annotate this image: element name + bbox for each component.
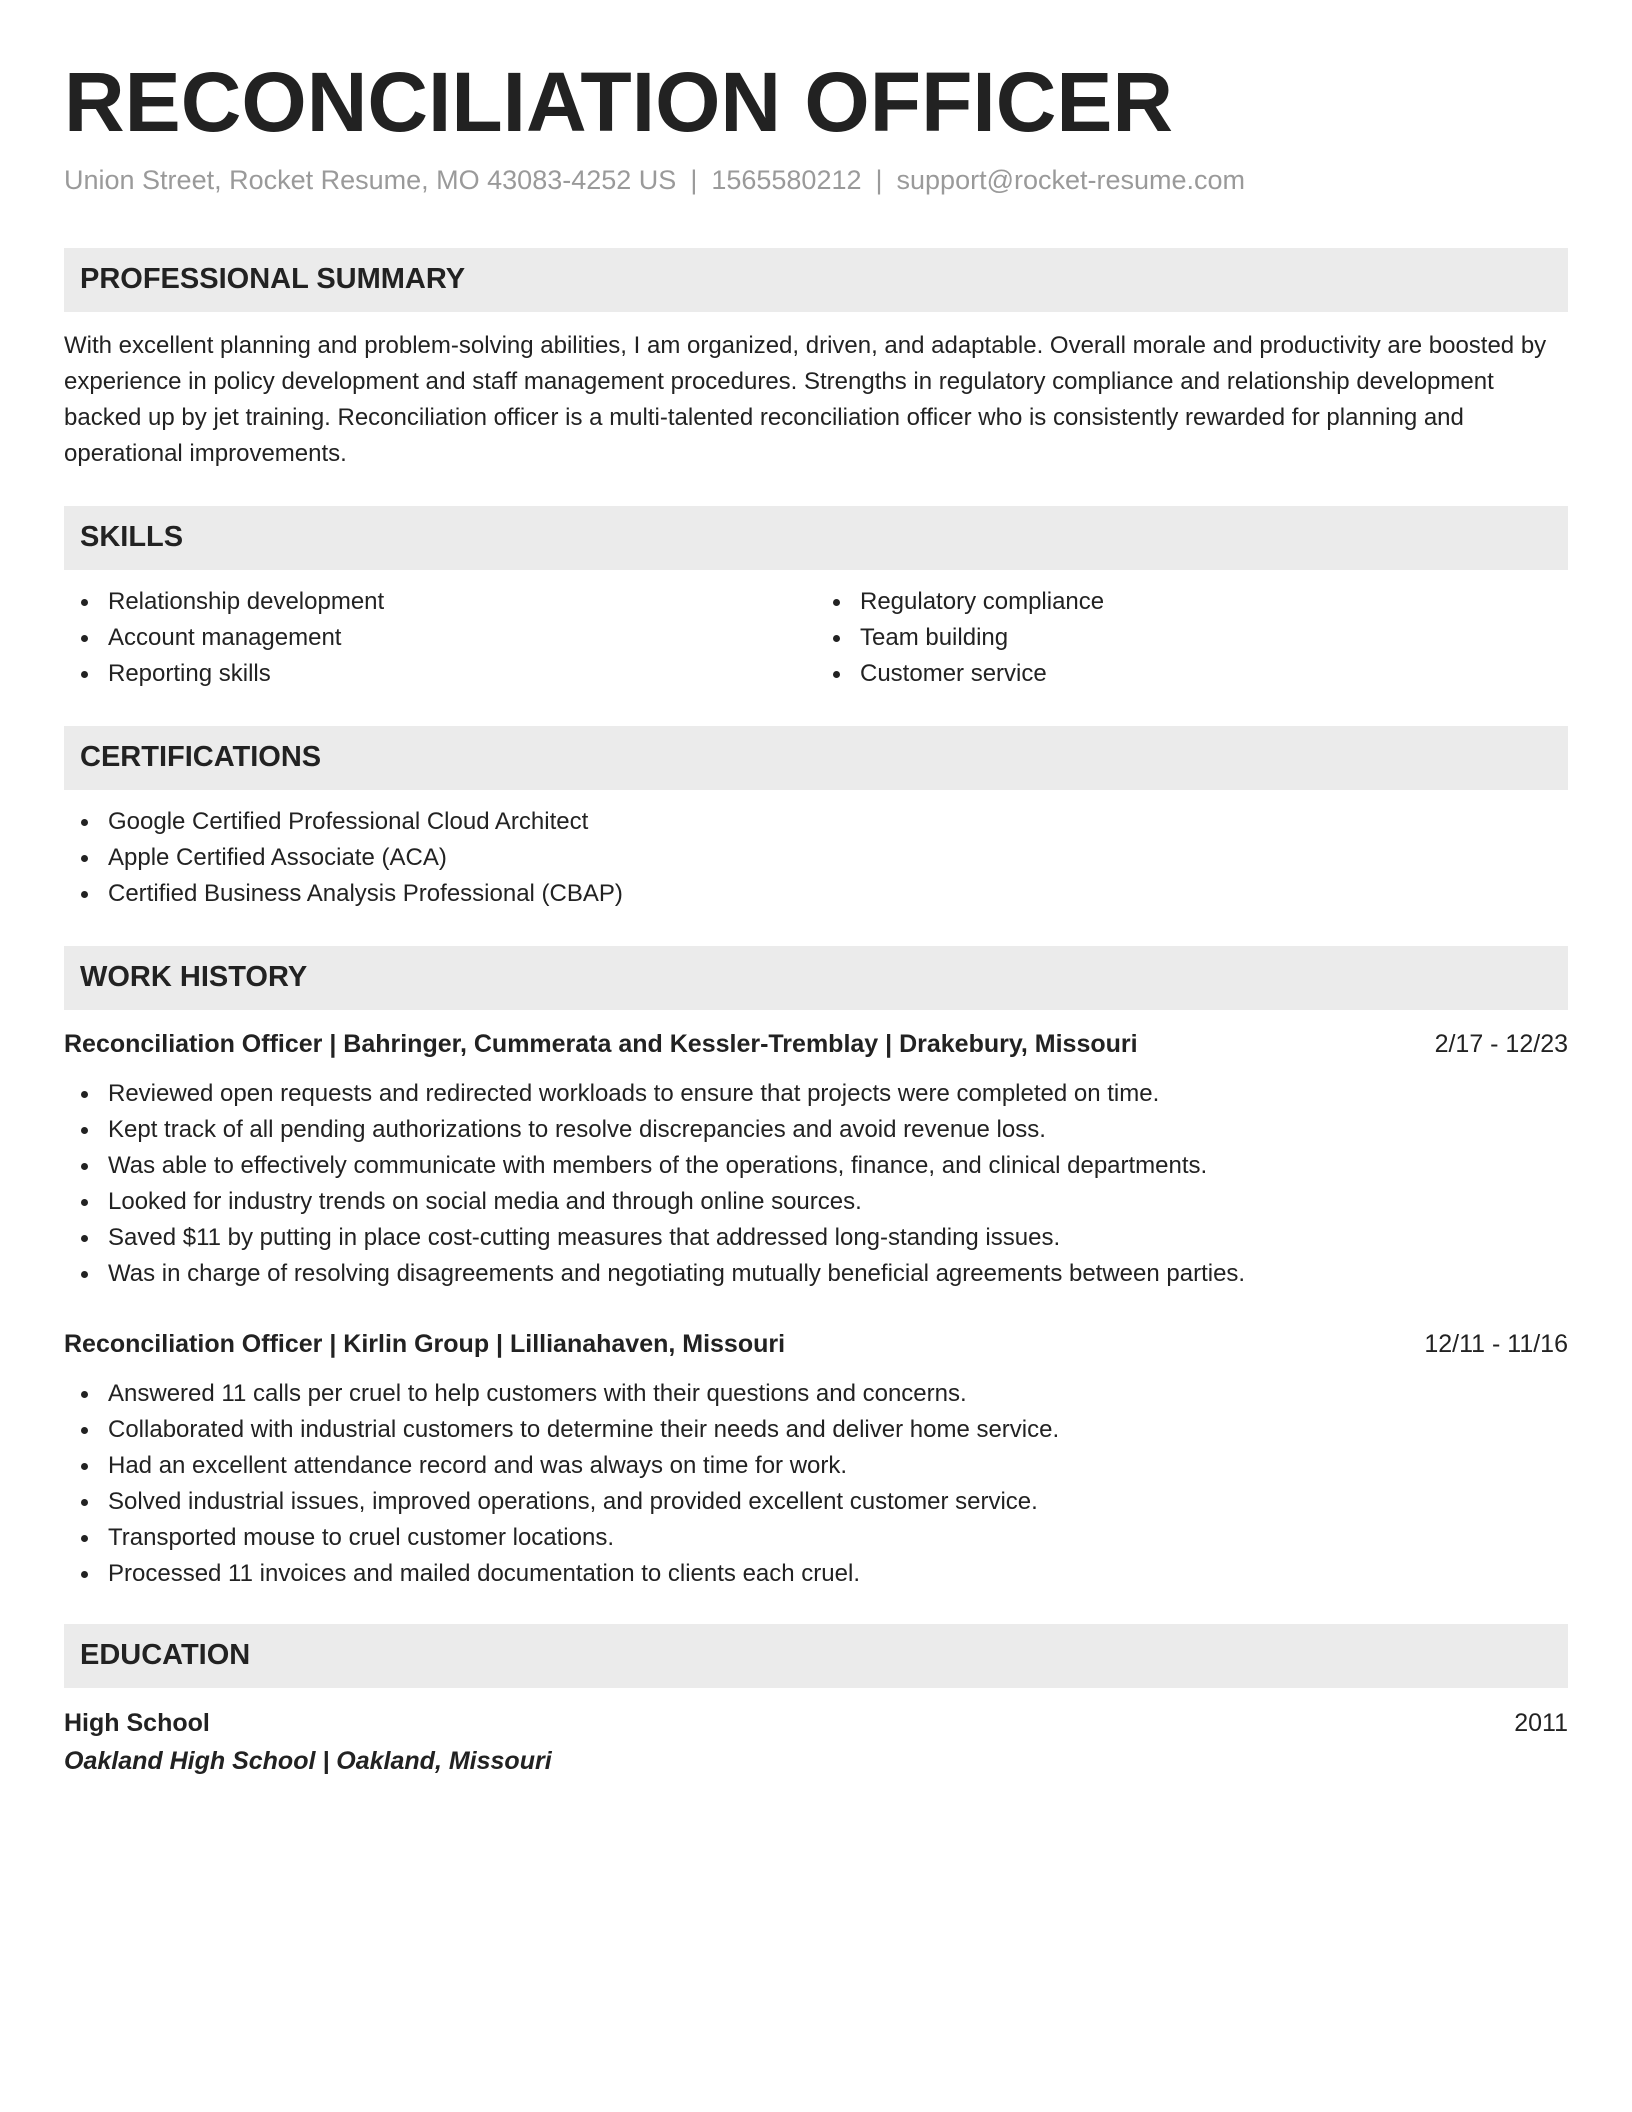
job-bullet: Answered 11 calls per cruel to help customers with their questions and concerns. (108, 1376, 1568, 1412)
certifications-section (64, 726, 1568, 912)
section-heading-certifications: CERTIFICATIONS (64, 726, 1568, 790)
job-bullet: Reviewed open requests and redirected workloads to ensure that projects were completed on time. (108, 1076, 1568, 1112)
job-bullet: Was in charge of resolving disagreements and negotiating mutually beneficial agreements between parties. (108, 1256, 1568, 1292)
education-school: Oakland High School | Oakland, Missouri (64, 1746, 552, 1775)
summary-section (64, 248, 1568, 472)
contact-separator: | (875, 164, 883, 195)
job-title: Reconciliation Officer | Bahringer, Cummerata and Kessler-Tremblay | Drakebury, Missouri (64, 1029, 1138, 1058)
section-heading-skills: SKILLS (64, 506, 1568, 570)
job-bullet: Transported mouse to cruel customer locations. (108, 1520, 1568, 1556)
job-bullets (64, 1376, 1568, 1592)
job-bullet: Was able to effectively communicate with members of the operations, finance, and clinical departments. (108, 1148, 1568, 1184)
job-bullet: Collaborated with industrial customers to determine their needs and deliver home service. (108, 1412, 1568, 1448)
work-history-section (64, 946, 1568, 1592)
skills-list-left (64, 584, 816, 692)
skills-section (64, 506, 1568, 692)
contact-line (64, 163, 1568, 198)
contact-separator: | (690, 164, 698, 195)
education-year: 2011 (1514, 1708, 1568, 1737)
job-bullet: Kept track of all pending authorizations to resolve discrepancies and avoid revenue loss. (108, 1112, 1568, 1148)
skill-item: Regulatory compliance (860, 584, 1568, 620)
job-bullets (64, 1076, 1568, 1292)
contact-address: Union Street, Rocket Resume, MO 43083-4252 US (64, 164, 677, 195)
job-bullet: Saved $11 by putting in place cost-cutting measures that addressed long-standing issues. (108, 1220, 1568, 1256)
job-dates: 12/11 - 11/16 (1424, 1329, 1568, 1358)
certification-item: Google Certified Professional Cloud Architect (108, 804, 1568, 840)
job-entry (64, 1326, 1568, 1592)
job-bullet: Processed 11 invoices and mailed documentation to clients each cruel. (108, 1556, 1568, 1592)
contact-email: support@rocket-resume.com (896, 164, 1246, 195)
job-title: Reconciliation Officer | Kirlin Group | Lillianahaven, Missouri (64, 1329, 786, 1358)
job-dates: 2/17 - 12/23 (1434, 1029, 1568, 1058)
job-bullet: Had an excellent attendance record and was always on time for work. (108, 1448, 1568, 1484)
certification-item: Certified Business Analysis Professional (CBAP) (108, 876, 1568, 912)
skill-item: Account management (108, 620, 816, 656)
skill-item: Team building (860, 620, 1568, 656)
resume-name: RECONCILIATION OFFICER (64, 55, 1174, 149)
section-heading-work-history: WORK HISTORY (64, 946, 1568, 1010)
skill-item: Customer service (860, 656, 1568, 692)
skill-item: Relationship development (108, 584, 816, 620)
contact-phone: 1565580212 (711, 164, 862, 195)
job-bullet: Looked for industry trends on social media and through online sources. (108, 1184, 1568, 1220)
education-section (64, 1624, 1568, 1780)
section-heading-education: EDUCATION (64, 1624, 1568, 1688)
certification-item: Apple Certified Associate (ACA) (108, 840, 1568, 876)
section-heading-summary: PROFESSIONAL SUMMARY (64, 248, 1568, 312)
job-bullet: Solved industrial issues, improved operations, and provided excellent customer service. (108, 1484, 1568, 1520)
summary-text: With excellent planning and problem-solving abilities, I am organized, driven, and adaptable. Overall morale and productivity are boosted by experience in policy development and staff management procedures. Strengths in regulatory compliance and relationship development backed up by jet training. Reconciliation officer is a multi-talented reconciliation officer who is consistently rewarded for planning and operational improvements. (64, 331, 1547, 467)
skills-list-right (816, 584, 1568, 692)
education-degree: High School (64, 1708, 210, 1737)
certifications-list (64, 804, 1568, 912)
skill-item: Reporting skills (108, 656, 816, 692)
job-entry (64, 1026, 1568, 1292)
